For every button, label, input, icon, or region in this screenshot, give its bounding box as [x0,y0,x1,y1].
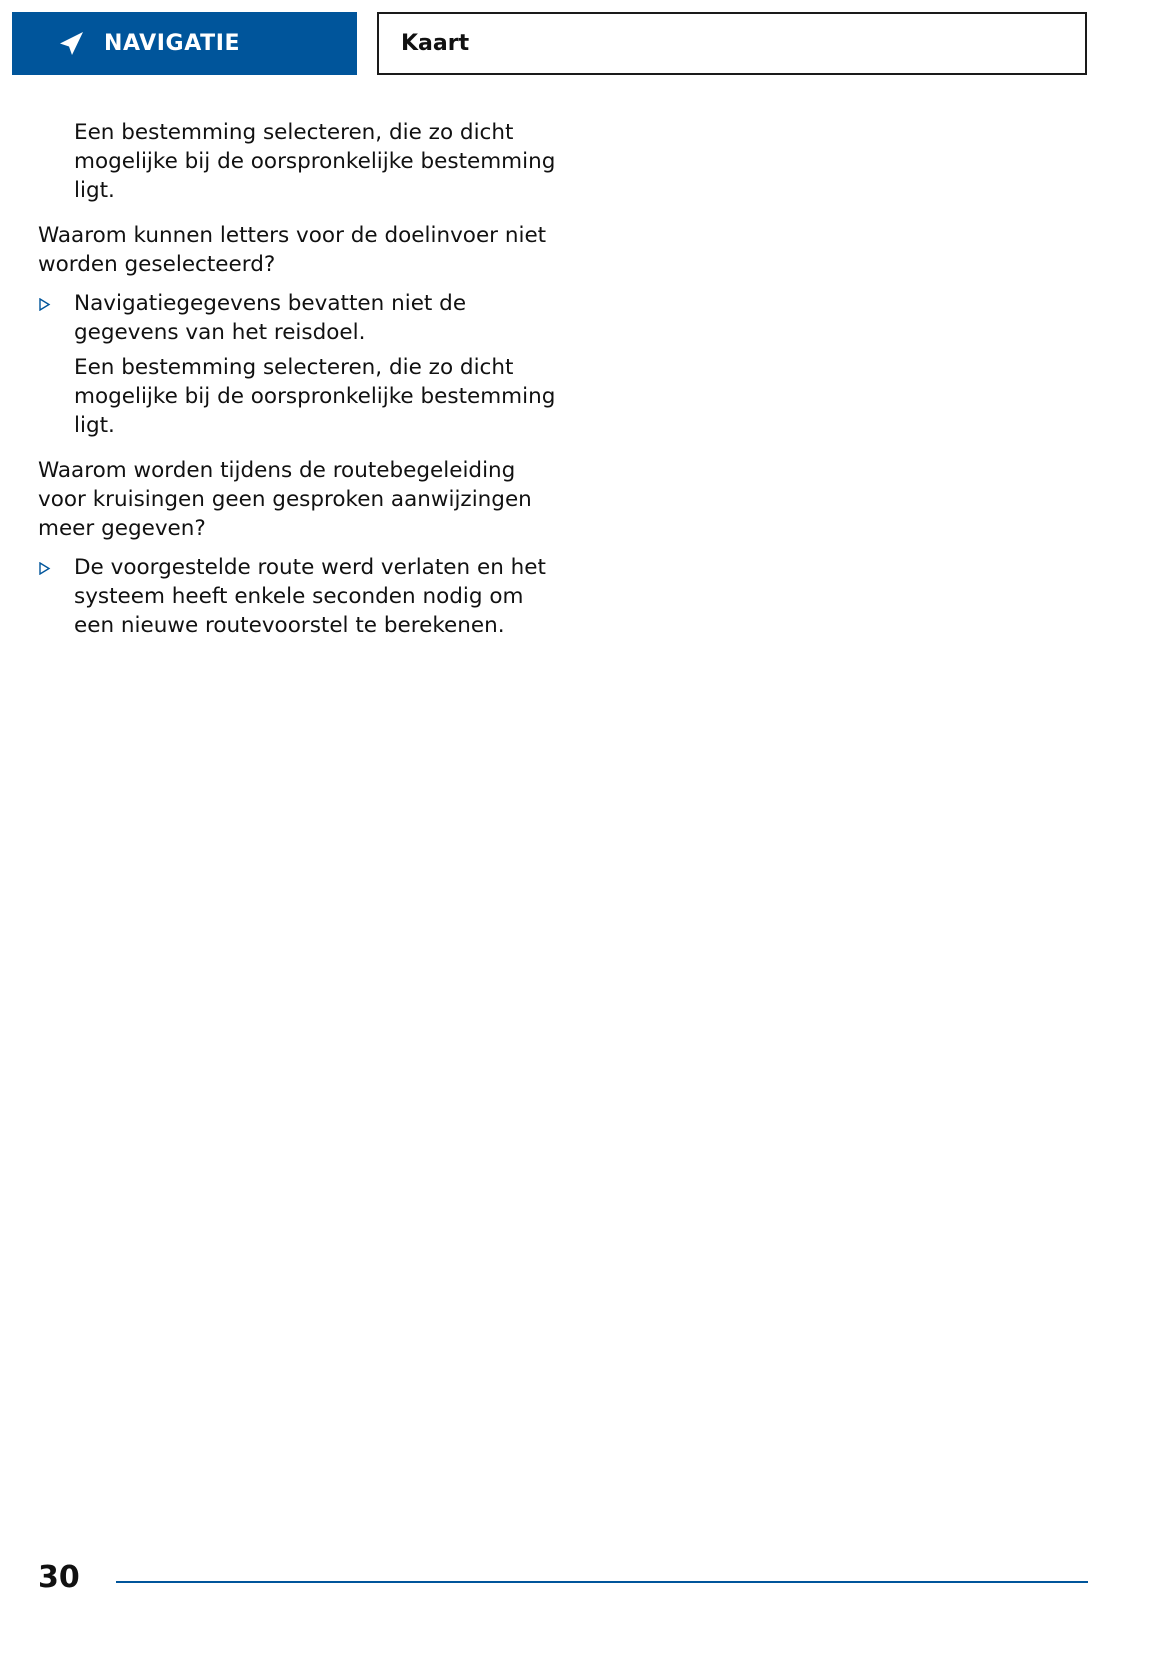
footer-divider [116,1581,1088,1583]
list-item [38,553,558,640]
paragraph-indented-1: Een bestemming selecteren, die zo dicht mogelijke bij de oorspronkelijke bestemming ligt. [74,120,556,203]
question-heading-1: Waarom kunnen letters voor de doelinvoer niet worden geselecteerd? [38,223,547,277]
question-heading-2: Waarom worden tijdens de routebegeleiding voor kruisingen geen gesproken aanwijzingen meer gegeven? [38,458,532,541]
section-tab-navigatie[interactable] [12,12,357,75]
paragraph-indented-2: Een bestemming selecteren, die zo dicht mogelijke bij de oorspronkelijke bestemming ligt. [74,355,556,438]
page-footer [38,1555,1088,1595]
chapter-tab-kaart[interactable] [377,12,1087,75]
triangle-right-icon [38,289,74,311]
page-header [0,12,1090,75]
page-number: 30 [38,1560,80,1595]
list-item [38,289,558,347]
list-item-text: Navigatiegegevens bevatten niet de gegevens van het reisdoel. [74,291,467,345]
navigation-arrow-icon [56,29,86,59]
list-item-text: De voorgestelde route werd verlaten en het systeem heeft enkele seconden nodig om een nieuwe routevoorstel te berekenen. [74,555,546,638]
page-content [38,118,558,646]
section-tab-label: NAVIGATIE [104,31,241,56]
chapter-tab-label: Kaart [401,31,470,56]
triangle-right-icon [38,553,74,575]
